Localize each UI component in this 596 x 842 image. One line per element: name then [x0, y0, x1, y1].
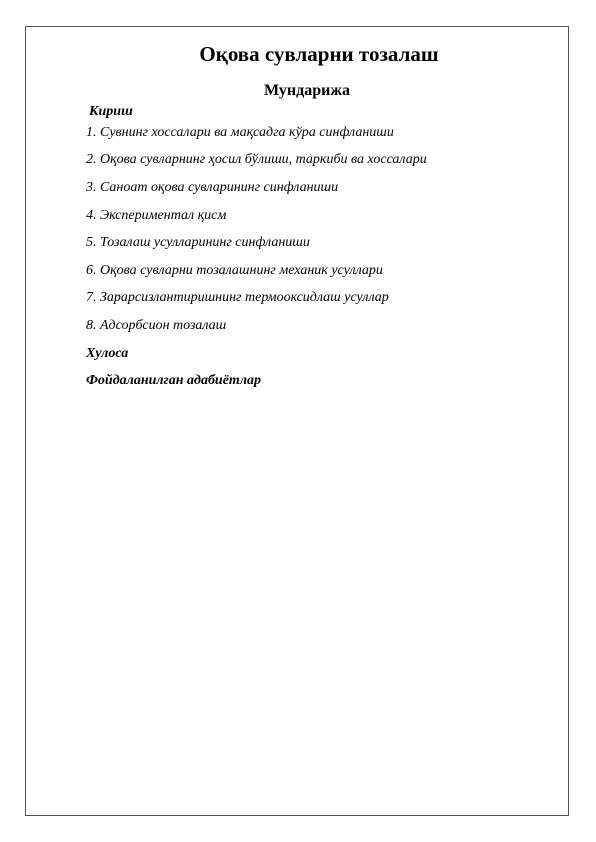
- toc-item-number: 5.: [86, 235, 97, 250]
- toc-item-number: 2.: [86, 152, 97, 167]
- toc-item-text: Саноат оқова сувларининг синфланиши: [100, 180, 339, 195]
- toc-references: Фойдаланилган адабиётлар: [86, 373, 262, 388]
- toc-item-number: 8.: [86, 318, 97, 333]
- toc-item-text: Зарарсизлантиришнинг термооксидлаш усуллар: [100, 290, 389, 305]
- toc-item-number: 7.: [86, 290, 97, 305]
- toc-item-1: [86, 124, 394, 142]
- toc-item-number: 1.: [86, 125, 97, 140]
- toc-item-5: [86, 234, 310, 252]
- page-border: [25, 26, 569, 816]
- toc-item-number: 4.: [86, 208, 97, 223]
- toc-item-text: Экспериментал қисм: [100, 208, 227, 223]
- toc-item-8: [86, 317, 226, 335]
- toc-item-2: [86, 151, 427, 169]
- toc-conclusion: Хулоса: [86, 346, 129, 361]
- toc-heading: Мундарижа: [264, 82, 350, 99]
- toc-item-3: [86, 179, 338, 197]
- toc-item-4: [86, 207, 226, 225]
- toc-item-text: Адсорбсион тозалаш: [100, 318, 227, 333]
- toc-intro: Кириш: [89, 104, 133, 119]
- toc-item-text: Оқова сувларнинг ҳосил бўлиши, таркиби ва хоссалари: [100, 152, 427, 167]
- toc-item-text: Оқова сувларни тозалашнинг механик усуллари: [100, 263, 383, 278]
- toc-item-7: [86, 289, 389, 307]
- document-title: Оқова сувларни тозалаш: [199, 42, 439, 66]
- toc-item-text: Тозалаш усулларининг синфланиши: [100, 235, 310, 250]
- toc-item-text: Сувнинг хоссалари ва мақсадга кўра синфланиши: [100, 125, 394, 140]
- toc-item-number: 3.: [86, 180, 97, 195]
- toc-item-number: 6.: [86, 263, 97, 278]
- toc-item-6: [86, 262, 383, 280]
